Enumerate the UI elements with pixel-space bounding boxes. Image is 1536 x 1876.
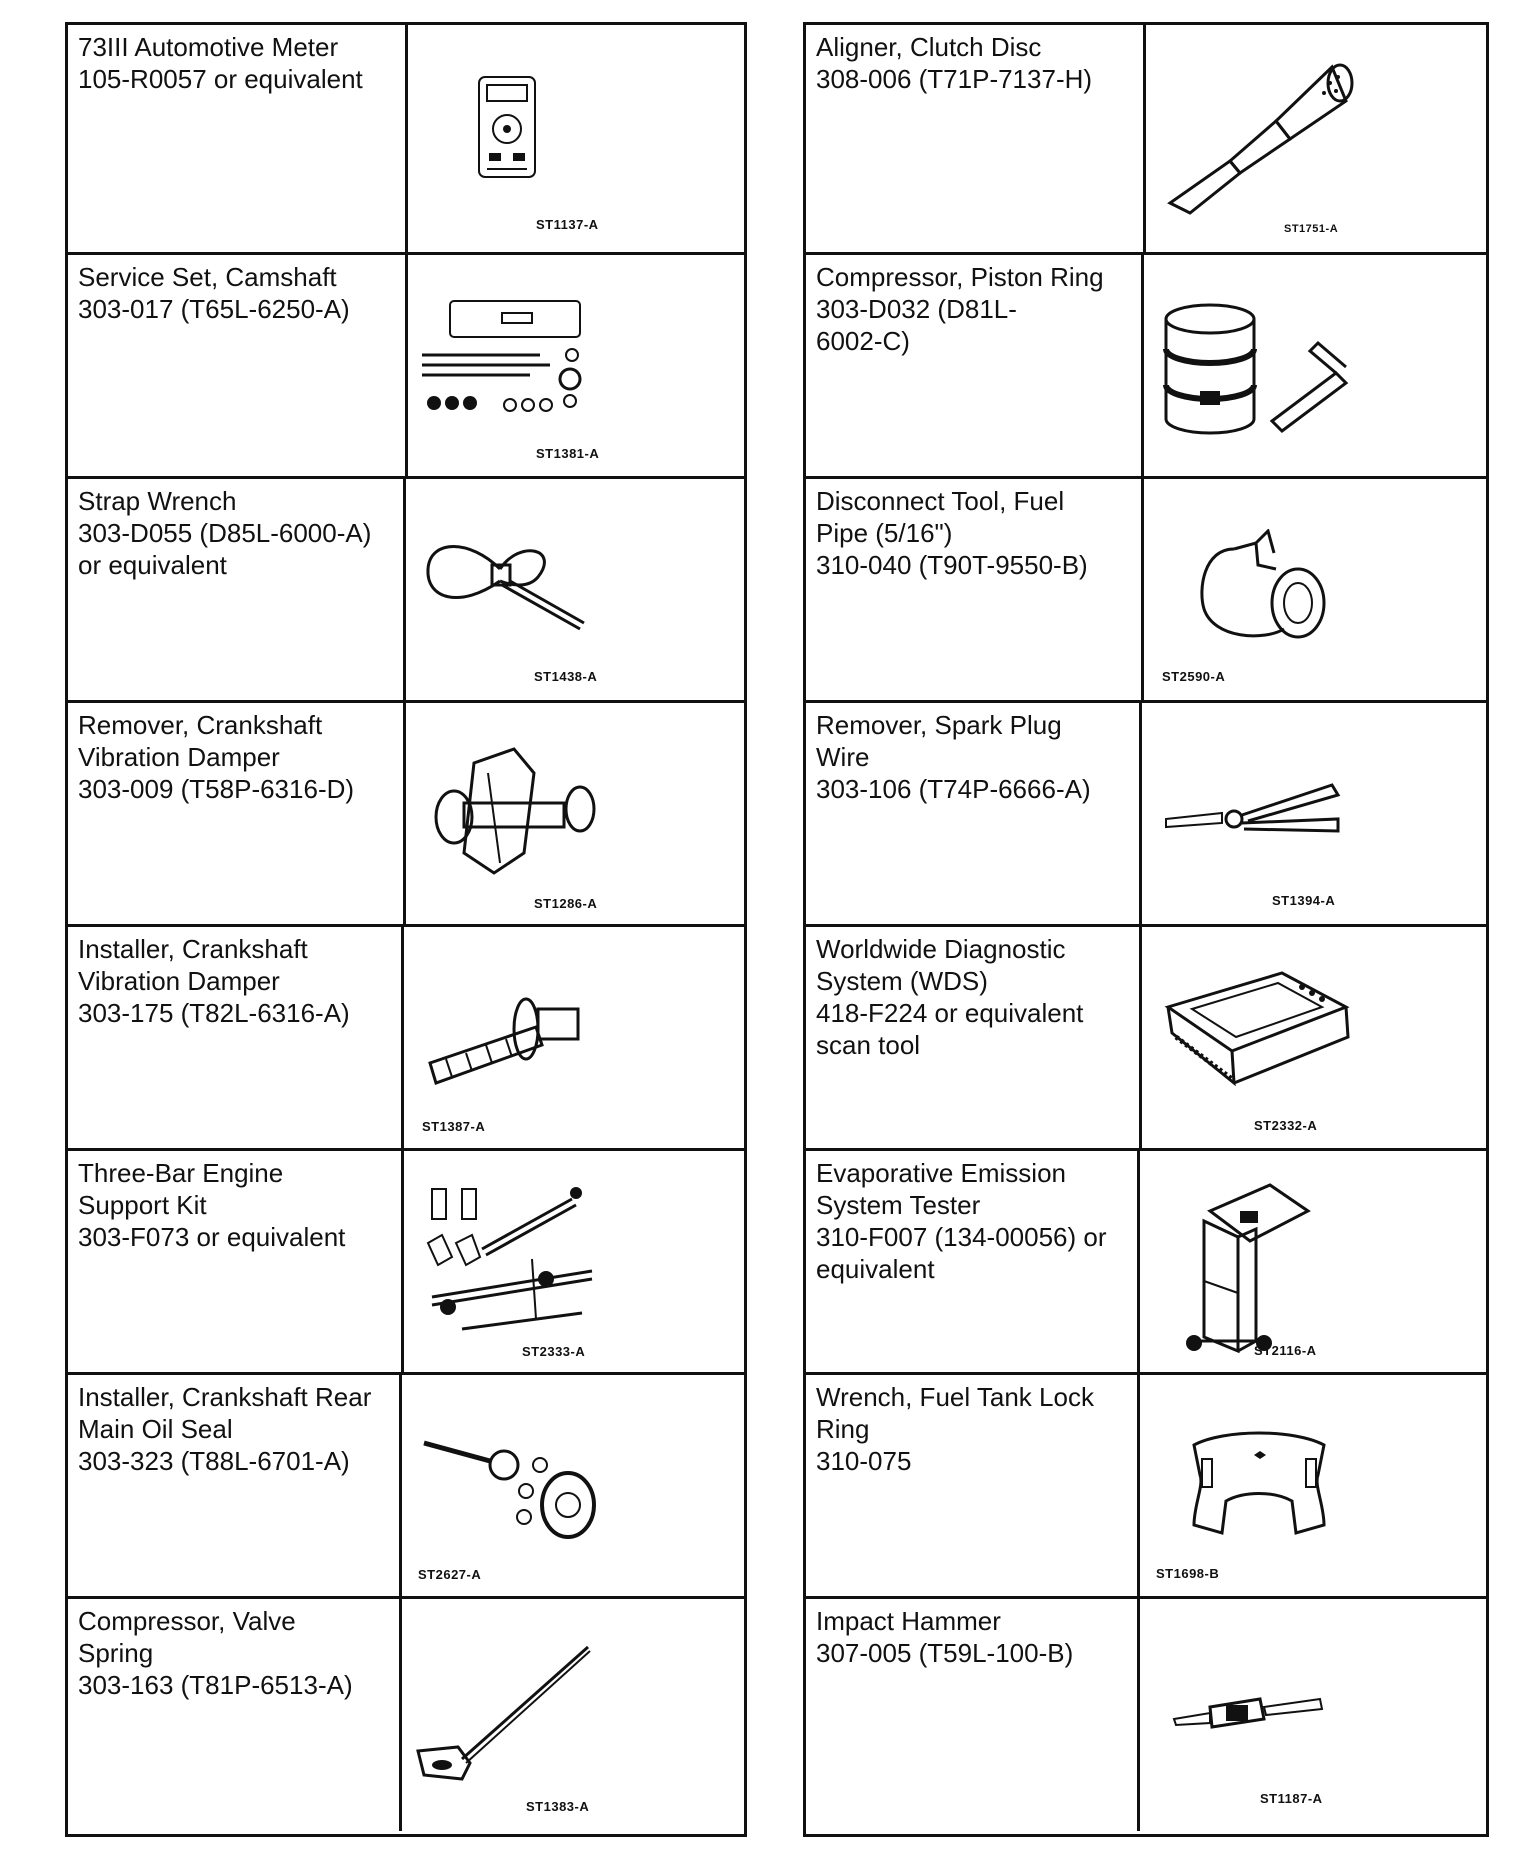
illustration-code: ST2627-A xyxy=(418,1567,482,1582)
left-tool-table xyxy=(65,22,747,1837)
fuel-disconnect-tool-icon xyxy=(1194,529,1334,649)
illustration-code: ST2590-A xyxy=(1162,669,1226,684)
spark-plug-wire-remover-icon xyxy=(1162,779,1352,849)
illustration-code: ST2333-A xyxy=(522,1344,586,1359)
tool-name-cont: Spring xyxy=(78,1638,154,1668)
tool-description xyxy=(68,1375,402,1599)
tool-name-cont: Support Kit xyxy=(78,1190,207,1220)
tool-name: Wrench, Fuel Tank Lock xyxy=(816,1382,1094,1412)
tool-description xyxy=(806,1151,1140,1375)
tool-number: 303-017 (T65L-6250-A) xyxy=(78,294,350,324)
damper-installer-icon xyxy=(426,987,596,1087)
lock-ring-wrench-icon xyxy=(1184,1415,1334,1555)
tool-illustration-cell xyxy=(408,25,744,252)
clutch-aligner-icon xyxy=(1160,43,1360,223)
tool-name: Worldwide Diagnostic xyxy=(816,934,1066,964)
tool-description xyxy=(806,703,1142,927)
tool-description xyxy=(806,25,1146,252)
table-row xyxy=(68,25,744,252)
illustration-code: ST1438-A xyxy=(534,669,598,684)
valve-spring-compressor-icon xyxy=(412,1639,592,1789)
tool-name: Installer, Crankshaft Rear xyxy=(78,1382,372,1412)
table-row xyxy=(68,252,744,479)
tool-illustration-cell xyxy=(404,927,744,1151)
tool-illustration-cell xyxy=(402,1375,744,1599)
tool-number: 303-D032 (D81L- xyxy=(816,294,1017,324)
table-row xyxy=(68,476,744,703)
tool-illustration-cell xyxy=(404,1151,744,1375)
tool-description xyxy=(68,1151,404,1375)
emission-tester-icon xyxy=(1180,1181,1320,1361)
tool-description xyxy=(68,1599,402,1831)
tool-note: or equivalent xyxy=(78,550,227,580)
engine-support-kit-icon xyxy=(422,1179,602,1339)
impact-hammer-icon xyxy=(1170,1679,1330,1739)
tool-illustration-cell xyxy=(406,479,744,703)
tool-description xyxy=(68,25,408,252)
tool-number: 303-175 (T82L-6316-A) xyxy=(78,998,350,1028)
tool-number: 303-009 (T58P-6316-D) xyxy=(78,774,355,804)
table-row xyxy=(68,700,744,927)
illustration-code: ST2332-A xyxy=(1254,1118,1318,1133)
illustration-code: ST2116-A xyxy=(1254,1343,1317,1358)
table-row xyxy=(806,1596,1486,1831)
tool-illustration-cell xyxy=(1140,1375,1486,1599)
tool-name: Service Set, Camshaft xyxy=(78,262,337,292)
tool-number: 307-005 (T59L-100-B) xyxy=(816,1638,1074,1668)
table-row xyxy=(68,1372,744,1599)
tool-description xyxy=(68,479,406,703)
tool-description xyxy=(806,927,1142,1151)
tool-illustration-cell xyxy=(406,703,744,927)
tool-number: 303-323 (T88L-6701-A) xyxy=(78,1446,350,1476)
tool-number: 418-F224 or equivalent xyxy=(816,998,1084,1028)
tool-illustration-cell xyxy=(1140,1599,1486,1831)
tool-illustration-cell xyxy=(1144,479,1486,703)
illustration-code: ST1751-A xyxy=(1284,223,1339,235)
tool-number: 105-R0057 or equivalent xyxy=(78,64,363,94)
tool-name-cont: Wire xyxy=(816,742,870,772)
tool-number: 310-040 (T90T-9550-B) xyxy=(816,550,1088,580)
tool-number: 308-006 (T71P-7137-H) xyxy=(816,64,1093,94)
table-row xyxy=(806,252,1486,479)
table-row xyxy=(806,25,1486,252)
tool-description xyxy=(806,1599,1140,1831)
illustration-code: ST1286-A xyxy=(534,896,598,911)
tool-description xyxy=(806,479,1144,703)
tool-name-cont: Main Oil Seal xyxy=(78,1414,233,1444)
tool-illustration-cell xyxy=(1142,927,1486,1151)
camshaft-service-set-icon xyxy=(420,299,600,439)
tool-number: 303-D055 (D85L-6000-A) xyxy=(78,518,372,548)
tool-description xyxy=(68,927,404,1151)
tool-illustration-cell xyxy=(1144,255,1486,479)
tool-illustration-cell xyxy=(408,255,744,479)
illustration-code: ST1387-A xyxy=(422,1119,486,1134)
tool-name: Compressor, Valve xyxy=(78,1606,296,1636)
table-row xyxy=(68,924,744,1151)
illustration-code: ST1381-A xyxy=(536,446,600,461)
table-row xyxy=(806,700,1486,927)
tool-illustration-cell xyxy=(402,1599,744,1831)
damper-remover-icon xyxy=(424,743,604,883)
multimeter-icon xyxy=(473,73,543,183)
tool-name: Aligner, Clutch Disc xyxy=(816,32,1042,62)
tool-name: Evaporative Emission xyxy=(816,1158,1066,1188)
tool-number: 303-163 (T81P-6513-A) xyxy=(78,1670,353,1700)
tool-number: 310-F007 (134-00056) or xyxy=(816,1222,1107,1252)
tool-name: Strap Wrench xyxy=(78,486,237,516)
tool-name: Three-Bar Engine xyxy=(78,1158,284,1188)
tool-name: Impact Hammer xyxy=(816,1606,1001,1636)
right-tool-table xyxy=(803,22,1489,1837)
illustration-code: ST1698-B xyxy=(1156,1566,1220,1581)
tool-name-cont: System (WDS) xyxy=(816,966,988,996)
tool-description xyxy=(806,255,1144,479)
tool-name: Compressor, Piston Ring xyxy=(816,262,1104,292)
tool-name-cont: Vibration Damper xyxy=(78,966,280,996)
table-row xyxy=(806,1148,1486,1375)
tool-description xyxy=(68,703,406,927)
tool-name: Remover, Crankshaft xyxy=(78,710,323,740)
illustration-code: ST1383-A xyxy=(526,1799,590,1814)
oil-seal-installer-icon xyxy=(420,1431,600,1551)
tool-name: 73III Automotive Meter xyxy=(78,32,339,62)
scan-tool-icon xyxy=(1162,967,1352,1097)
tool-note: equivalent xyxy=(816,1254,935,1284)
tool-illustration-cell xyxy=(1146,25,1486,252)
tool-name: Installer, Crankshaft xyxy=(78,934,308,964)
tool-illustration-cell xyxy=(1140,1151,1486,1375)
table-row xyxy=(806,476,1486,703)
illustration-code: ST1137-A xyxy=(536,217,599,232)
table-row xyxy=(806,1372,1486,1599)
tool-description xyxy=(806,1375,1140,1599)
tool-name-cont: Pipe (5/16") xyxy=(816,518,953,548)
tool-name-cont: Vibration Damper xyxy=(78,742,280,772)
tool-number: 303-106 (T74P-6666-A) xyxy=(816,774,1091,804)
tool-number-cont: 6002-C) xyxy=(816,326,910,356)
piston-ring-compressor-icon xyxy=(1160,301,1360,451)
illustration-code: ST1394-A xyxy=(1272,893,1336,908)
tool-description xyxy=(68,255,408,479)
tool-name: Disconnect Tool, Fuel xyxy=(816,486,1065,516)
table-row xyxy=(68,1148,744,1375)
table-row xyxy=(68,1596,744,1831)
illustration-code: ST1187-A xyxy=(1260,1791,1323,1806)
tool-number: 303-F073 or equivalent xyxy=(78,1222,346,1252)
table-row xyxy=(806,924,1486,1151)
tool-name: Remover, Spark Plug xyxy=(816,710,1062,740)
tool-name-cont: Ring xyxy=(816,1414,870,1444)
tool-name-cont: System Tester xyxy=(816,1190,981,1220)
tool-note: scan tool xyxy=(816,1030,921,1060)
tool-illustration-cell xyxy=(1142,703,1486,927)
tool-number: 310-075 xyxy=(816,1446,912,1476)
strap-wrench-icon xyxy=(420,529,590,639)
